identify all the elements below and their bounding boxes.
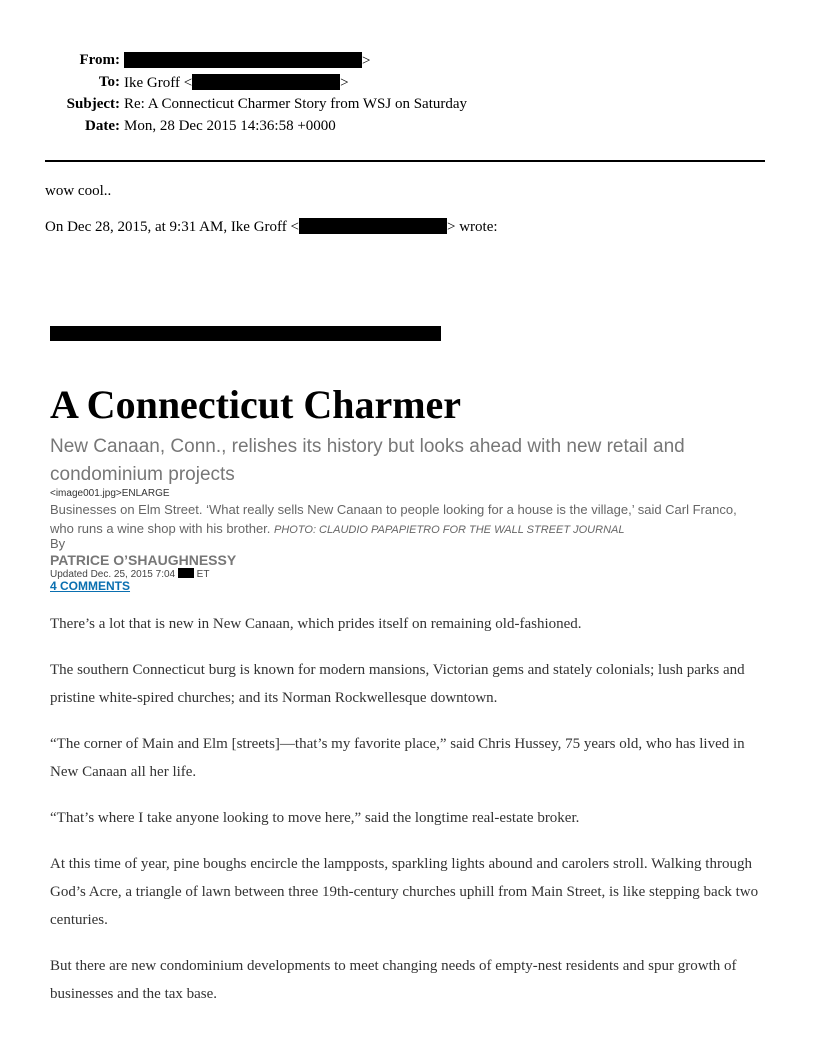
to-value [124, 74, 349, 92]
to-suffix: > [340, 75, 349, 91]
redaction-bar [124, 52, 362, 68]
redaction-bar [178, 568, 194, 578]
caption-text: Businesses on Elm Street. ‘What really sells New Canaan to people looking for a house is the village,’ said Carl Franco, who runs a wine shop with his brother. [50, 502, 737, 536]
header-divider [45, 160, 765, 162]
photo-caption [50, 500, 762, 540]
subject-row [0, 96, 600, 118]
photo-credit: PHOTO: CLAUDIO PAPAPIETRO FOR THE WALL STREET JOURNAL [274, 524, 625, 536]
date-label: Date: [85, 118, 120, 134]
article-paragraph: “That’s where I take anyone looking to move here,” said the longtime real-estate broker. [50, 810, 580, 826]
to-row [0, 74, 600, 96]
article-paragraph: The southern Connecticut burg is known for modern mansions, Victorian gems and stately colonials; lush parks and pristine white-spired churches; and its Norman Rockwellesque downtown. [50, 662, 745, 706]
from-suffix: > [362, 53, 371, 69]
reply-text: wow cool.. [45, 183, 112, 199]
article-paragraph: But there are new condominium developments to meet changing needs of empty-nest residents and spur growth of businesses and the tax base. [50, 958, 737, 1002]
comments-link[interactable]: 4 COMMENTS [50, 579, 131, 593]
from-value [124, 52, 370, 70]
date-value: Mon, 28 Dec 2015 14:36:58 +0000 [124, 118, 336, 134]
from-row [0, 52, 600, 74]
quote-intro-prefix: On Dec 28, 2015, at 9:31 AM, Ike Groff < [45, 219, 299, 235]
quote-intro [45, 218, 498, 236]
redaction-bar [299, 218, 447, 234]
redaction-bar [192, 74, 340, 90]
from-label: From: [79, 52, 120, 68]
article-title: A Connecticut Charmer [50, 382, 462, 427]
article-dek: New Canaan, Conn., relishes its history but looks ahead with new retail and condominium projects [50, 436, 685, 485]
author-name: PATRICE O’SHAUGHNESSY [50, 552, 237, 568]
updated-prefix: Updated Dec. 25, 2015 7:04 [50, 569, 178, 580]
date-row [0, 118, 600, 140]
updated-suffix: ET [193, 569, 210, 580]
article-paragraph: “The corner of Main and Elm [streets]—that’s my favorite place,” said Chris Hussey, 75 years old, who has lived in New Canaan all her life. [50, 736, 745, 780]
subject-value: Re: A Connecticut Charmer Story from WSJ on Saturday [124, 96, 468, 112]
to-name: Ike Groff < [124, 75, 193, 91]
to-label: To: [98, 74, 120, 90]
article-paragraph: At this time of year, pine boughs encircle the lampposts, sparkling lights abound and carolers stroll. Walking through God’s Acre, a triangle of lawn between three 19th-century churches uphill from Main Street, is like stepping back two centuries. [50, 856, 759, 928]
article-paragraph: There’s a lot that is new in New Canaan, which prides itself on remaining old-fashioned. [50, 616, 582, 632]
comments-row [50, 579, 130, 593]
byline-by: By [50, 536, 66, 551]
quote-intro-suffix: > wrote: [446, 219, 498, 235]
subject-label: Subject: [66, 96, 120, 112]
image-placeholder: <image001.jpg>ENLARGE [50, 488, 170, 499]
redaction-bar [50, 326, 441, 341]
